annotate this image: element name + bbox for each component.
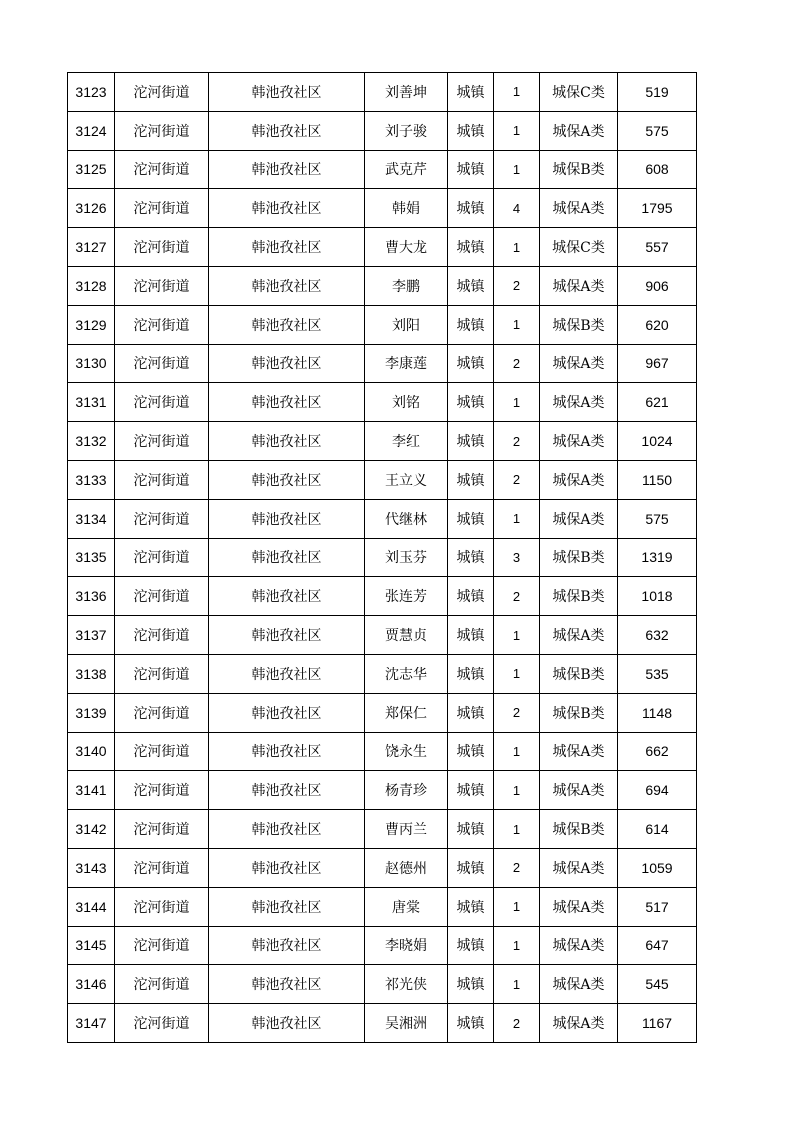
cell-amount: 608 <box>618 150 697 189</box>
cell-community: 韩池孜社区 <box>209 460 365 499</box>
cell-count: 1 <box>494 305 540 344</box>
table-row <box>68 577 697 616</box>
cell-street: 沱河街道 <box>115 266 209 305</box>
table-row <box>68 344 697 383</box>
cell-amount: 575 <box>618 499 697 538</box>
cell-type: 城镇 <box>448 1004 494 1043</box>
cell-count: 1 <box>494 73 540 112</box>
cell-name: 李晓娟 <box>365 926 448 965</box>
table-row <box>68 73 697 112</box>
table-row <box>68 887 697 926</box>
cell-id: 3132 <box>68 422 115 461</box>
cell-amount: 1795 <box>618 189 697 228</box>
cell-street: 沱河街道 <box>115 654 209 693</box>
cell-count: 1 <box>494 732 540 771</box>
cell-id: 3138 <box>68 654 115 693</box>
cell-amount: 519 <box>618 73 697 112</box>
cell-type: 城镇 <box>448 499 494 538</box>
cell-name: 韩娟 <box>365 189 448 228</box>
cell-category: 城保B类 <box>540 538 618 577</box>
cell-id: 3130 <box>68 344 115 383</box>
cell-name: 代继林 <box>365 499 448 538</box>
cell-name: 贾慧贞 <box>365 616 448 655</box>
cell-amount: 1018 <box>618 577 697 616</box>
cell-street: 沱河街道 <box>115 771 209 810</box>
cell-category: 城保A类 <box>540 460 618 499</box>
cell-community: 韩池孜社区 <box>209 654 365 693</box>
table-row <box>68 926 697 965</box>
cell-count: 1 <box>494 150 540 189</box>
cell-street: 沱河街道 <box>115 111 209 150</box>
cell-community: 韩池孜社区 <box>209 616 365 655</box>
table-row <box>68 228 697 267</box>
cell-category: 城保A类 <box>540 499 618 538</box>
cell-street: 沱河街道 <box>115 305 209 344</box>
cell-name: 唐棠 <box>365 887 448 926</box>
cell-type: 城镇 <box>448 693 494 732</box>
table-row <box>68 150 697 189</box>
table-row <box>68 305 697 344</box>
cell-amount: 545 <box>618 965 697 1004</box>
cell-community: 韩池孜社区 <box>209 73 365 112</box>
cell-community: 韩池孜社区 <box>209 344 365 383</box>
table-row <box>68 111 697 150</box>
cell-category: 城保A类 <box>540 422 618 461</box>
cell-name: 饶永生 <box>365 732 448 771</box>
cell-community: 韩池孜社区 <box>209 189 365 228</box>
cell-id: 3133 <box>68 460 115 499</box>
cell-amount: 1319 <box>618 538 697 577</box>
table-row <box>68 383 697 422</box>
cell-community: 韩池孜社区 <box>209 848 365 887</box>
cell-name: 沈志华 <box>365 654 448 693</box>
cell-amount: 535 <box>618 654 697 693</box>
cell-category: 城保A类 <box>540 771 618 810</box>
cell-amount: 1059 <box>618 848 697 887</box>
cell-amount: 620 <box>618 305 697 344</box>
cell-type: 城镇 <box>448 73 494 112</box>
cell-count: 2 <box>494 577 540 616</box>
cell-amount: 614 <box>618 810 697 849</box>
cell-count: 1 <box>494 383 540 422</box>
cell-count: 1 <box>494 926 540 965</box>
cell-category: 城保C类 <box>540 228 618 267</box>
cell-amount: 621 <box>618 383 697 422</box>
cell-community: 韩池孜社区 <box>209 228 365 267</box>
cell-id: 3129 <box>68 305 115 344</box>
cell-community: 韩池孜社区 <box>209 538 365 577</box>
cell-street: 沱河街道 <box>115 344 209 383</box>
cell-category: 城保A类 <box>540 344 618 383</box>
cell-name: 刘玉芬 <box>365 538 448 577</box>
cell-count: 1 <box>494 965 540 1004</box>
cell-count: 2 <box>494 344 540 383</box>
cell-name: 武克芹 <box>365 150 448 189</box>
cell-category: 城保A类 <box>540 266 618 305</box>
table-row <box>68 538 697 577</box>
cell-name: 刘善坤 <box>365 73 448 112</box>
cell-community: 韩池孜社区 <box>209 810 365 849</box>
table-row <box>68 616 697 655</box>
cell-amount: 632 <box>618 616 697 655</box>
cell-street: 沱河街道 <box>115 926 209 965</box>
cell-street: 沱河街道 <box>115 189 209 228</box>
cell-community: 韩池孜社区 <box>209 577 365 616</box>
cell-amount: 906 <box>618 266 697 305</box>
cell-id: 3127 <box>68 228 115 267</box>
cell-id: 3123 <box>68 73 115 112</box>
cell-category: 城保C类 <box>540 73 618 112</box>
cell-street: 沱河街道 <box>115 422 209 461</box>
cell-name: 李康莲 <box>365 344 448 383</box>
cell-street: 沱河街道 <box>115 616 209 655</box>
cell-category: 城保A类 <box>540 383 618 422</box>
cell-count: 1 <box>494 616 540 655</box>
cell-category: 城保A类 <box>540 1004 618 1043</box>
cell-category: 城保B类 <box>540 305 618 344</box>
cell-amount: 662 <box>618 732 697 771</box>
cell-name: 曹大龙 <box>365 228 448 267</box>
cell-count: 1 <box>494 111 540 150</box>
cell-type: 城镇 <box>448 810 494 849</box>
cell-type: 城镇 <box>448 577 494 616</box>
cell-id: 3140 <box>68 732 115 771</box>
cell-name: 王立义 <box>365 460 448 499</box>
cell-street: 沱河街道 <box>115 693 209 732</box>
cell-street: 沱河街道 <box>115 150 209 189</box>
table-row <box>68 499 697 538</box>
cell-category: 城保A类 <box>540 732 618 771</box>
cell-count: 2 <box>494 266 540 305</box>
cell-community: 韩池孜社区 <box>209 266 365 305</box>
cell-category: 城保B类 <box>540 654 618 693</box>
cell-name: 李红 <box>365 422 448 461</box>
cell-street: 沱河街道 <box>115 887 209 926</box>
cell-type: 城镇 <box>448 732 494 771</box>
cell-count: 3 <box>494 538 540 577</box>
cell-type: 城镇 <box>448 422 494 461</box>
table-row <box>68 693 697 732</box>
cell-type: 城镇 <box>448 887 494 926</box>
cell-amount: 694 <box>618 771 697 810</box>
cell-amount: 1024 <box>618 422 697 461</box>
cell-name: 张连芳 <box>365 577 448 616</box>
cell-id: 3141 <box>68 771 115 810</box>
cell-count: 2 <box>494 693 540 732</box>
cell-category: 城保A类 <box>540 965 618 1004</box>
table-row <box>68 848 697 887</box>
cell-amount: 575 <box>618 111 697 150</box>
cell-name: 曹丙兰 <box>365 810 448 849</box>
cell-type: 城镇 <box>448 111 494 150</box>
table-row <box>68 965 697 1004</box>
cell-type: 城镇 <box>448 460 494 499</box>
cell-type: 城镇 <box>448 189 494 228</box>
cell-id: 3139 <box>68 693 115 732</box>
cell-name: 李鹏 <box>365 266 448 305</box>
table-row <box>68 460 697 499</box>
cell-street: 沱河街道 <box>115 383 209 422</box>
cell-category: 城保A类 <box>540 616 618 655</box>
cell-street: 沱河街道 <box>115 228 209 267</box>
cell-amount: 517 <box>618 887 697 926</box>
cell-type: 城镇 <box>448 848 494 887</box>
table-row <box>68 1004 697 1043</box>
cell-type: 城镇 <box>448 150 494 189</box>
cell-id: 3135 <box>68 538 115 577</box>
cell-amount: 1148 <box>618 693 697 732</box>
cell-id: 3144 <box>68 887 115 926</box>
cell-count: 2 <box>494 460 540 499</box>
cell-name: 刘子骏 <box>365 111 448 150</box>
table-row <box>68 422 697 461</box>
cell-community: 韩池孜社区 <box>209 1004 365 1043</box>
cell-category: 城保B类 <box>540 810 618 849</box>
cell-type: 城镇 <box>448 344 494 383</box>
cell-street: 沱河街道 <box>115 577 209 616</box>
cell-id: 3124 <box>68 111 115 150</box>
cell-count: 2 <box>494 1004 540 1043</box>
cell-street: 沱河街道 <box>115 460 209 499</box>
cell-street: 沱河街道 <box>115 732 209 771</box>
cell-category: 城保A类 <box>540 887 618 926</box>
cell-type: 城镇 <box>448 228 494 267</box>
roster-table <box>67 72 697 1043</box>
cell-name: 杨青珍 <box>365 771 448 810</box>
cell-community: 韩池孜社区 <box>209 499 365 538</box>
cell-category: 城保B类 <box>540 693 618 732</box>
table-row <box>68 189 697 228</box>
cell-street: 沱河街道 <box>115 73 209 112</box>
cell-street: 沱河街道 <box>115 499 209 538</box>
cell-id: 3134 <box>68 499 115 538</box>
cell-community: 韩池孜社区 <box>209 111 365 150</box>
roster-table-container <box>67 72 697 1043</box>
cell-count: 1 <box>494 771 540 810</box>
cell-type: 城镇 <box>448 538 494 577</box>
cell-type: 城镇 <box>448 266 494 305</box>
cell-id: 3142 <box>68 810 115 849</box>
table-row <box>68 771 697 810</box>
cell-count: 1 <box>494 499 540 538</box>
cell-amount: 557 <box>618 228 697 267</box>
cell-street: 沱河街道 <box>115 810 209 849</box>
cell-amount: 647 <box>618 926 697 965</box>
cell-category: 城保B类 <box>540 577 618 616</box>
cell-id: 3146 <box>68 965 115 1004</box>
table-row <box>68 266 697 305</box>
cell-street: 沱河街道 <box>115 848 209 887</box>
cell-count: 1 <box>494 228 540 267</box>
cell-count: 4 <box>494 189 540 228</box>
cell-community: 韩池孜社区 <box>209 926 365 965</box>
cell-name: 刘铭 <box>365 383 448 422</box>
cell-community: 韩池孜社区 <box>209 422 365 461</box>
cell-amount: 1150 <box>618 460 697 499</box>
cell-count: 1 <box>494 654 540 693</box>
table-row <box>68 810 697 849</box>
cell-name: 赵德州 <box>365 848 448 887</box>
cell-street: 沱河街道 <box>115 965 209 1004</box>
cell-type: 城镇 <box>448 305 494 344</box>
cell-id: 3145 <box>68 926 115 965</box>
cell-type: 城镇 <box>448 383 494 422</box>
cell-count: 1 <box>494 810 540 849</box>
cell-category: 城保B类 <box>540 150 618 189</box>
roster-table-body <box>68 73 697 1043</box>
table-row <box>68 732 697 771</box>
cell-category: 城保A类 <box>540 111 618 150</box>
cell-community: 韩池孜社区 <box>209 383 365 422</box>
cell-category: 城保A类 <box>540 848 618 887</box>
cell-id: 3128 <box>68 266 115 305</box>
cell-community: 韩池孜社区 <box>209 305 365 344</box>
cell-community: 韩池孜社区 <box>209 150 365 189</box>
cell-community: 韩池孜社区 <box>209 693 365 732</box>
cell-id: 3143 <box>68 848 115 887</box>
cell-name: 刘阳 <box>365 305 448 344</box>
cell-id: 3125 <box>68 150 115 189</box>
cell-name: 吴湘洲 <box>365 1004 448 1043</box>
cell-id: 3137 <box>68 616 115 655</box>
cell-id: 3147 <box>68 1004 115 1043</box>
cell-category: 城保A类 <box>540 926 618 965</box>
cell-community: 韩池孜社区 <box>209 771 365 810</box>
cell-amount: 1167 <box>618 1004 697 1043</box>
cell-community: 韩池孜社区 <box>209 887 365 926</box>
cell-community: 韩池孜社区 <box>209 965 365 1004</box>
cell-id: 3136 <box>68 577 115 616</box>
cell-category: 城保A类 <box>540 189 618 228</box>
cell-count: 2 <box>494 848 540 887</box>
table-row <box>68 654 697 693</box>
cell-count: 2 <box>494 422 540 461</box>
cell-type: 城镇 <box>448 926 494 965</box>
cell-id: 3126 <box>68 189 115 228</box>
cell-type: 城镇 <box>448 965 494 1004</box>
cell-name: 祁光侠 <box>365 965 448 1004</box>
cell-id: 3131 <box>68 383 115 422</box>
cell-type: 城镇 <box>448 654 494 693</box>
cell-street: 沱河街道 <box>115 1004 209 1043</box>
cell-count: 1 <box>494 887 540 926</box>
cell-community: 韩池孜社区 <box>209 732 365 771</box>
cell-type: 城镇 <box>448 771 494 810</box>
cell-name: 郑保仁 <box>365 693 448 732</box>
cell-street: 沱河街道 <box>115 538 209 577</box>
cell-type: 城镇 <box>448 616 494 655</box>
cell-amount: 967 <box>618 344 697 383</box>
